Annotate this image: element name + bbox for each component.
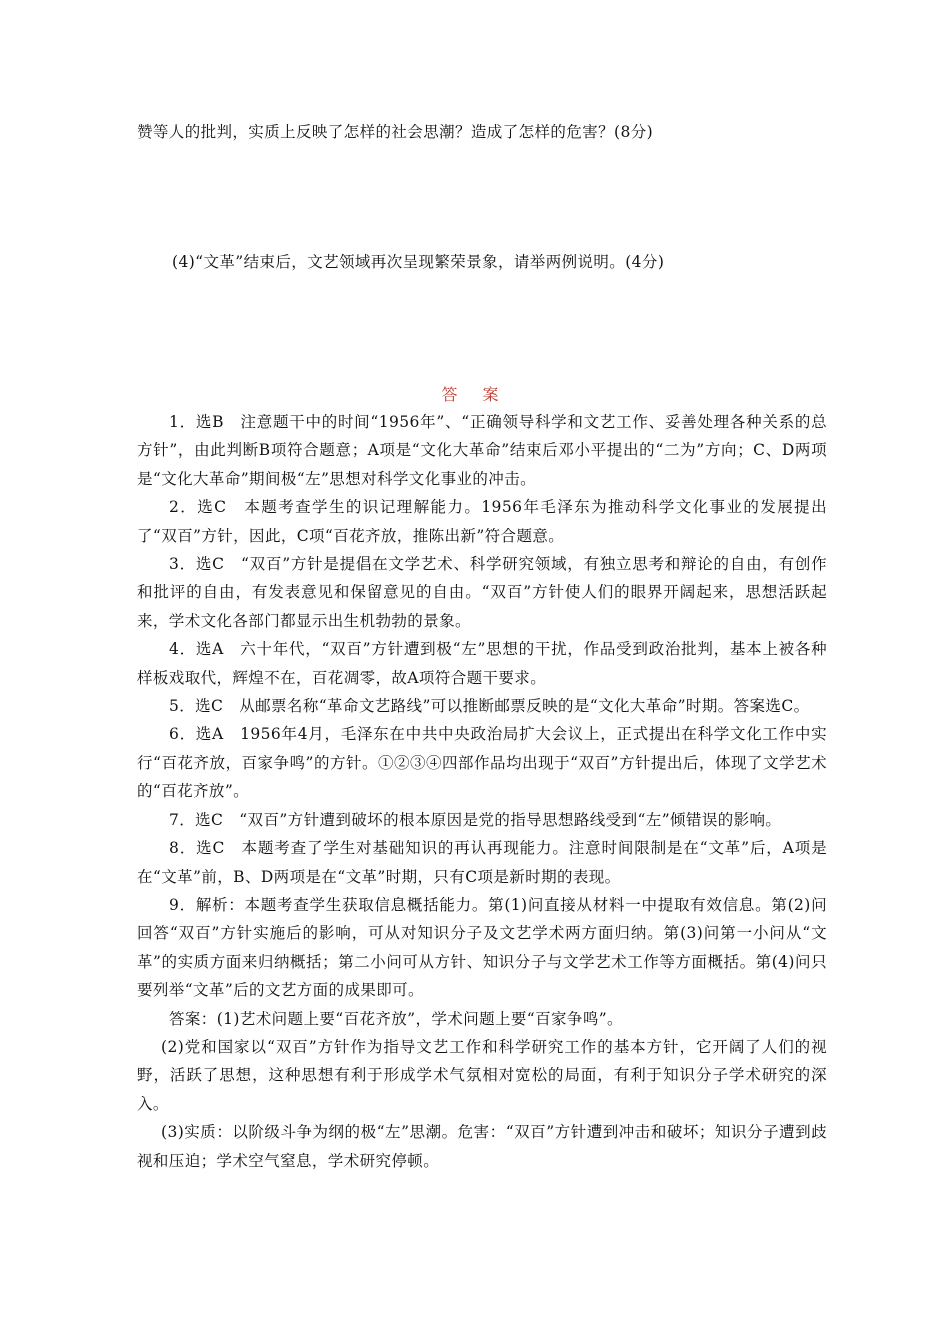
answer-item-9-answer-2: (2)党和国家以“双百”方针作为指导文艺工作和科学研究工作的基本方针，它开阔了人们的视野，活跃了思想，这种思想有利于形成学术气氛相对宽松的局面，有利于知识分子学术研究的深入。	[137, 1037, 827, 1113]
answer-item-7: 7．选C “双百”方针遭到破坏的根本原因是党的指导思想路线受到“左”倾错误的影响。	[169, 810, 782, 829]
answer-item-9-analysis: 9．解析：本题考查学生获取信息概括能力。第(1)问直接从材料一中提取有效信息。第(2)问回答“双百”方针实施后的影响，可从对知识分子及文艺学术两方面归纳。第(3)问第一小问从“文革”的实质方面来归纳概括；第二小问可从方针、知识分子与文学艺术工作等方面概括。第(4)问只要列举“文革”后的文艺方面的成果即可。	[137, 895, 827, 1000]
answer-item-1: 1．选B 注意题干中的时间“1956年”、“正确领导科学和文艺工作、妥善处理各种关系的总方针”，由此判断B项符合题意；A项是“文化大革命”结束后邓小平提出的“二为”方向；C、D两项是“文化大革命”期间极“左”思想对科学文化事业的冲击。	[137, 413, 827, 488]
answer-item-5: 5．选C 从邮票名称“革命文艺路线”可以推断邮票反映的是“文化大革命”时期。答案选C。	[169, 697, 810, 716]
question-4: (4)“文革”结束后，文艺领域再次呈现繁荣景象，请举两例说明。(4分)	[172, 253, 665, 271]
answer-item-9-answer-1: 答案：(1)艺术问题上要“百花齐放”，学术问题上要“百家争鸣”。	[169, 1009, 623, 1028]
answer-item-9-answer-3: (3)实质：以阶级斗争为纲的极“左”思潮。危害：“双百”方针遭到冲击和破坏；知识分子遭到歧视和压迫；学术空气窒息，学术研究停顿。	[137, 1123, 827, 1170]
answer-item-6: 6．选A 1956年4月，毛泽东在中共中央政治局扩大会议上，正式提出在科学文化工作中实行“百花齐放，百家争鸣”的方针。①②③④四部作品均出现于“双百”方针提出后，体现了文学艺术的“百花齐放”。	[137, 725, 827, 801]
answer-item-2: 2．选C 本题考查学生的识记理解能力。1956年毛泽东为推动科学文化事业的发展提出了“双百”方针，因此，C项“百花齐放，推陈出新”符合题意。	[137, 498, 827, 545]
answer-item-8: 8．选C 本题考查了学生对基础知识的再认再现能力。注意时间限制是在“文革”后，A项是在“文革”前，B、D两项是在“文革”时期，只有C项是新时期的表现。	[137, 839, 827, 886]
answer-item-3: 3．选C “双百”方针是提倡在文学艺术、科学研究领域，有独立思考和辩论的自由，有创作和批评的自由，有发表意见和保留意见的自由。“双百”方针使人们的眼界开阔起来，思想活跃起来，学术文化各部门都显示出生机勃勃的景象。	[137, 555, 827, 630]
answer-section-title: 答 案	[441, 385, 509, 404]
question-3-continuation: 赞等人的批判，实质上反映了怎样的社会思潮？造成了怎样的危害？(8分)	[137, 123, 654, 141]
answer-item-4: 4．选A 六十年代，“双百”方针遭到极“左”思想的干扰，作品受到政治批判，基本上被各种样板戏取代，辉煌不在，百花凋零，故A项符合题干要求。	[137, 640, 827, 687]
answer-list	[137, 408, 827, 1175]
